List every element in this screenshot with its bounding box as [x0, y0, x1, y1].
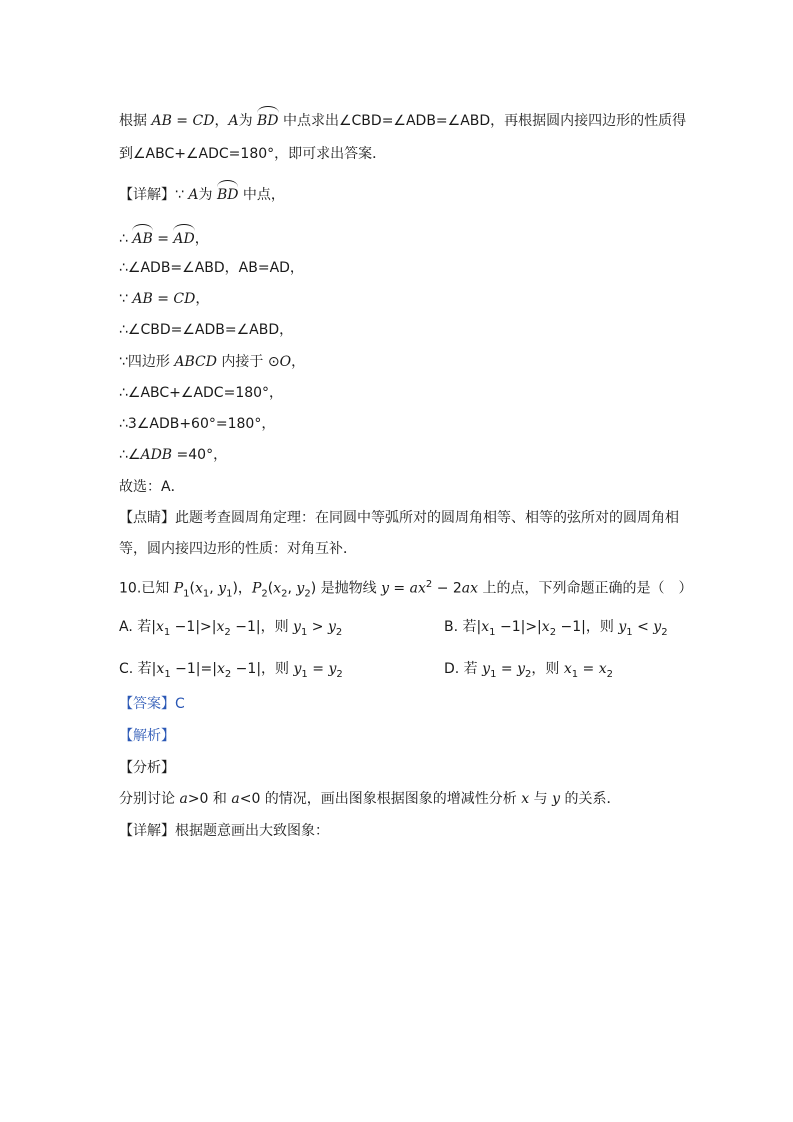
option-a: A. 若$|x_1 -1|>|x_2 -1|$，则 $y_1 > y_2$: [119, 619, 343, 638]
comment-line-2: 等，圆内接四边形的性质：对角互补．: [119, 541, 357, 557]
step-6: ∴∠ABC+∠ADC=180°，: [119, 385, 284, 401]
answer-label: 【答案】C: [119, 696, 185, 712]
analysis-subheading: 【分析】: [119, 760, 175, 776]
step-8: ∴∠ADB =40°，: [119, 447, 228, 463]
step-2: ∴∠ADB=∠ABD，AB=AD，: [119, 260, 304, 276]
option-d: D. 若 $y_1 = y_2$，则 $x_1 = x_2$: [444, 661, 614, 680]
analysis-text: 分别讨论 a>0 和 a<0 的情况，画出图象根据图象的增减性分析 x 与 y 的关系．: [119, 791, 621, 807]
step-4: ∴∠CBD=∠ADB=∠ABD，: [119, 322, 294, 338]
intro-line-1: 根据 AB = CD，A为 BD 中点求出∠CBD=∠ADB=∠ABD，再根据圆内接四边形的性质得: [119, 107, 686, 131]
question-10: 10.已知 $P_1(x_1$, $y_1$)，$P_2(x_2$, $y_2$) 是抛物线 $y = ax^2 - 2ax$ 上的点，下列命题正确的是（ ）: [119, 579, 693, 600]
option-c: C. 若$|x_1 -1|=|x_2 -1|$，则 $y_1 = y_2$: [119, 661, 343, 680]
step-5: ∵四边形 ABCD 内接于 ⊙O，: [119, 354, 306, 370]
step-1: ∴ AB = AD，: [119, 225, 209, 249]
step-3: ∵ AB = CD，: [119, 291, 210, 307]
intro-line-2: 到∠ABC+∠ADC=180°，即可求出答案．: [119, 146, 387, 162]
step-7: ∴3∠ADB+60°=180°，: [119, 416, 276, 432]
detail-heading-2: 【详解】根据题意画出大致图象：: [119, 823, 329, 839]
detail-heading: 【详解】∵ A为 BD 中点，: [119, 181, 285, 205]
option-b: B. 若$|x_1 -1|>|x_2 -1|$，则 $y_1 < y_2$: [444, 619, 668, 638]
analysis-heading: 【解析】: [119, 728, 175, 744]
comment-line-1: 【点睛】此题考查圆周角定理：在同圆中等弧所对的圆周角相等、相等的弦所对的圆周角相: [119, 510, 679, 526]
choose-line: 故选：A．: [119, 479, 185, 495]
